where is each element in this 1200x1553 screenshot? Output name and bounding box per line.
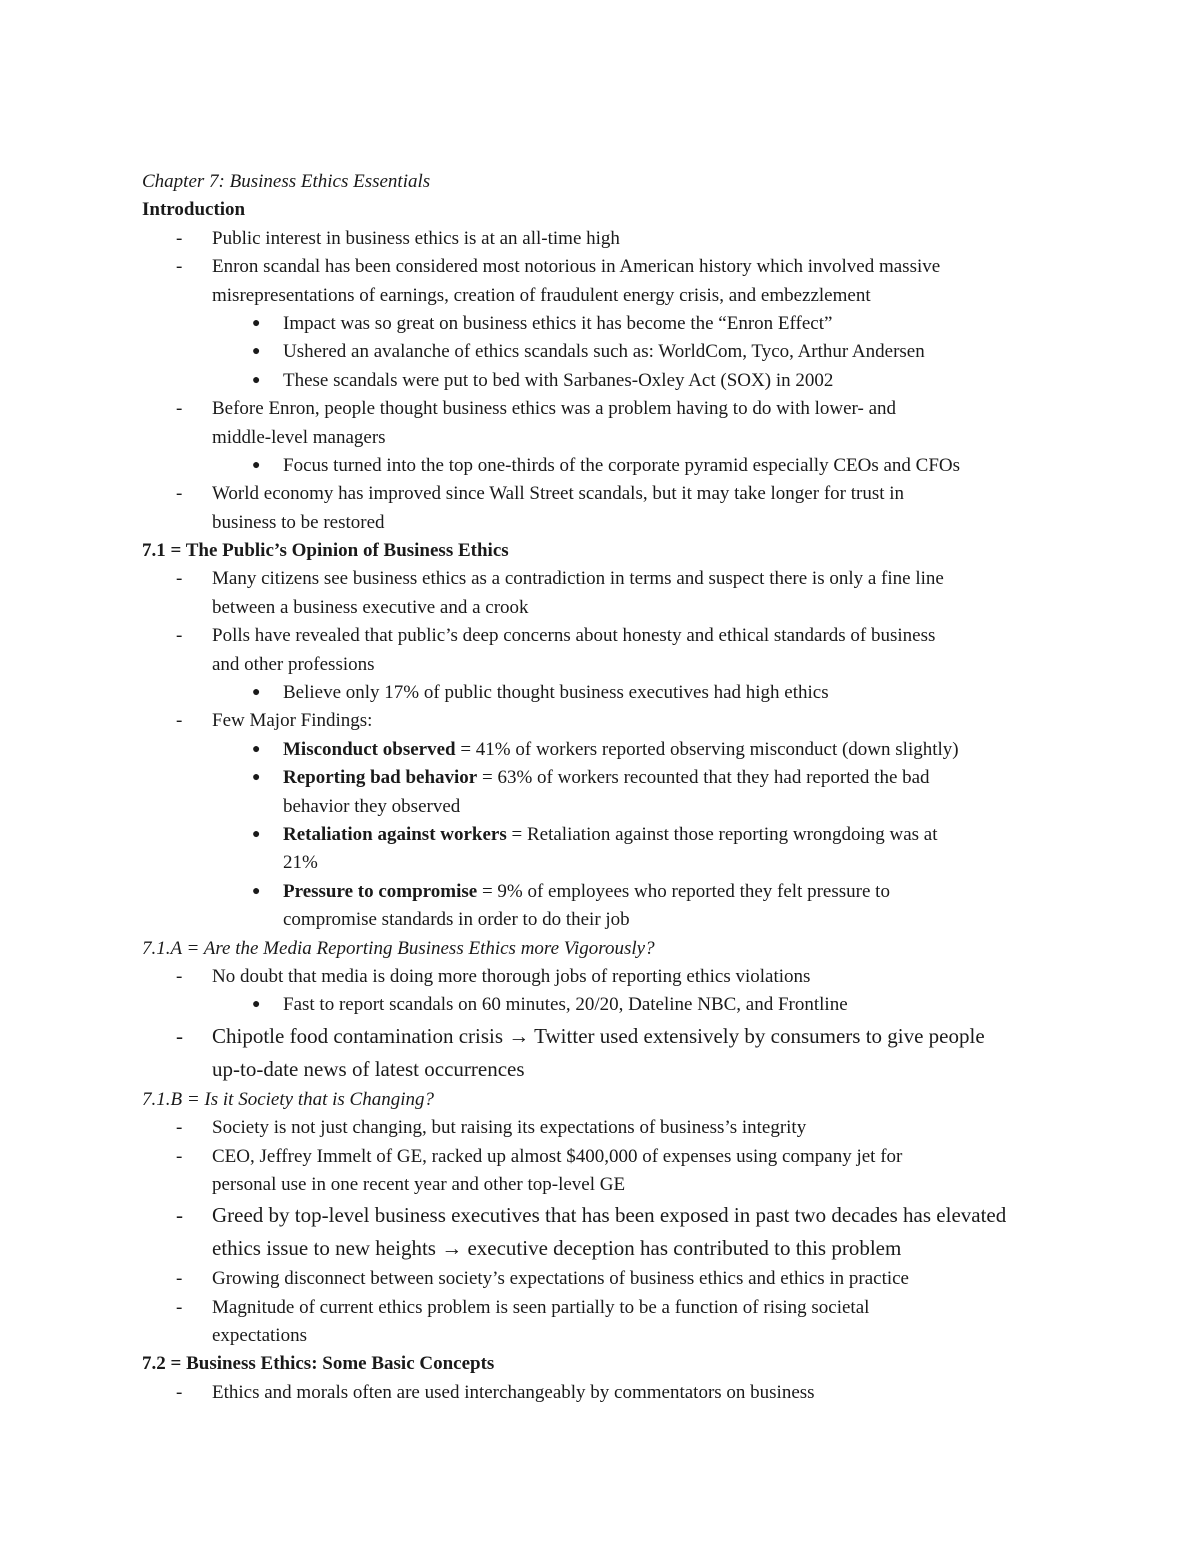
list-item-text: Before Enron, people thought business ethics was a problem having to do with lower- and: [212, 398, 896, 420]
dash-list-item: [142, 1114, 1072, 1142]
note-lines: [142, 196, 1072, 1407]
list-item-text: expectations: [212, 1325, 307, 1347]
list-item-text: and other professions: [212, 653, 375, 675]
term-description: = 9% of employees who reported they felt pressure to: [477, 880, 890, 902]
list-item-continuation: [142, 1171, 1072, 1199]
dash-list-item: [142, 963, 1072, 991]
list-item-text: Public interest in business ethics is at an all-time high: [212, 227, 620, 249]
list-item-text: Few Major Findings:: [212, 710, 373, 732]
bullet-icon: ●: [252, 457, 261, 473]
list-item-continuation: [142, 1232, 1072, 1265]
dash-list-item: [142, 480, 1072, 508]
dash-list-item: [142, 1143, 1072, 1171]
dash-marker: -: [176, 398, 183, 420]
dash-list-item: [142, 622, 1072, 650]
bullet-list-item: [142, 679, 1072, 707]
list-item-text: Polls have revealed that public’s deep concerns about honesty and ethical standards of business: [212, 625, 936, 647]
list-item-continuation: [142, 1053, 1072, 1086]
bullet-list-item: [142, 338, 1072, 366]
term-description: = Retaliation against those reporting wrongdoing was at: [506, 823, 938, 845]
bold-term: Misconduct observed: [283, 738, 456, 760]
list-item-text: behavior they observed: [283, 795, 461, 817]
bullet-icon: ●: [252, 770, 261, 786]
list-item-continuation: [142, 509, 1072, 537]
list-item-continuation: [142, 594, 1072, 622]
list-item-text: Ethics and morals often are used interchangeably by commentators on business: [212, 1381, 815, 1403]
bullet-list-item: [142, 821, 1072, 849]
list-item-text: [283, 878, 890, 906]
dash-marker: -: [176, 1117, 183, 1139]
bullet-list-item: [142, 310, 1072, 338]
dash-marker: -: [176, 1268, 183, 1290]
list-item-continuation: [142, 651, 1072, 679]
bullet-icon: ●: [252, 344, 261, 360]
list-item-continuation: [142, 849, 1072, 877]
dash-marker: -: [176, 625, 183, 647]
dash-list-item: [142, 565, 1072, 593]
list-item-text: Greed by top-level business executives that has been exposed in past two decades has elevated: [212, 1203, 1007, 1228]
bullet-icon: ●: [252, 826, 261, 842]
dash-marker: -: [176, 965, 183, 987]
list-item-text: between a business executive and a crook: [212, 596, 529, 618]
term-description: = 41% of workers reported observing misconduct (down slightly): [455, 738, 959, 760]
dash-list-item: [142, 225, 1072, 253]
list-item-text: Many citizens see business ethics as a contradiction in terms and suspect there is only a fine line: [212, 568, 944, 590]
list-item-text: These scandals were put to bed with Sarbanes-Oxley Act (SOX) in 2002: [283, 369, 834, 391]
list-item-text: CEO, Jeffrey Immelt of GE, racked up almost $400,000 of expenses using company jet for: [212, 1145, 903, 1167]
list-item-text: [283, 736, 959, 764]
list-item-text: Enron scandal has been considered most notorious in American history which involved massive: [212, 256, 941, 278]
list-item-text: Focus turned into the top one-thirds of the corporate pyramid especially CEOs and CFOs: [283, 454, 961, 476]
list-item-text: ethics issue to new heights → executive deception has contributed to this problem: [212, 1236, 902, 1261]
bullet-list-item: [142, 991, 1072, 1019]
list-item-text: No doubt that media is doing more thorough jobs of reporting ethics violations: [212, 965, 811, 987]
dash-list-item: [142, 1265, 1072, 1293]
list-item-text: personal use in one recent year and other top-level GE: [212, 1173, 626, 1195]
list-item-text: Growing disconnect between society’s expectations of business ethics and ethics in practice: [212, 1268, 909, 1290]
list-item-text: [283, 821, 938, 849]
list-item-text: Magnitude of current ethics problem is seen partially to be a function of rising societal: [212, 1296, 870, 1318]
list-item-text: Impact was so great on business ethics it has become the “Enron Effect”: [283, 312, 833, 334]
dash-marker: -: [176, 483, 183, 505]
list-item-text: business to be restored: [212, 511, 385, 533]
dash-list-item: [142, 1294, 1072, 1322]
dash-marker: -: [176, 1381, 183, 1403]
dash-marker: -: [176, 1296, 183, 1318]
chapter-title: Chapter 7: Business Ethics Essentials: [142, 171, 431, 192]
list-item-text: Believe only 17% of public thought business executives had high ethics: [283, 682, 829, 704]
dash-list-item: [142, 1199, 1072, 1232]
list-item-text: Ushered an avalanche of ethics scandals such as: WorldCom, Tyco, Arthur Andersen: [283, 341, 925, 363]
section-heading: 7.2 = Business Ethics: Some Basic Concepts: [142, 1353, 495, 1375]
list-item-text: compromise standards in order to do their job: [283, 909, 630, 931]
list-item-text: World economy has improved since Wall Street scandals, but it may take longer for trust in: [212, 483, 905, 505]
list-item-continuation: [142, 793, 1072, 821]
dash-marker: -: [176, 1145, 183, 1167]
bullet-list-item: [142, 736, 1072, 764]
dash-marker: -: [176, 227, 183, 249]
list-item-continuation: [142, 424, 1072, 452]
dash-marker: -: [176, 1023, 183, 1048]
section-heading: Introduction: [142, 199, 246, 221]
bullet-list-item: [142, 764, 1072, 792]
bullet-icon: ●: [252, 997, 261, 1013]
list-item-continuation: [142, 1322, 1072, 1350]
bullet-icon: ●: [252, 741, 261, 757]
list-item-text: misrepresentations of earnings, creation of fraudulent energy crisis, and embezzlement: [212, 284, 871, 306]
dash-list-item: [142, 253, 1072, 281]
list-item-text: 21%: [283, 852, 318, 874]
bullet-list-item: [142, 452, 1072, 480]
section-heading: 7.1 = The Public’s Opinion of Business Ethics: [142, 540, 509, 562]
list-item-continuation: [142, 282, 1072, 310]
list-item-text: middle-level managers: [212, 426, 386, 448]
dash-list-item: [142, 1379, 1072, 1407]
list-item-text: Society is not just changing, but raising its expectations of business’s integrity: [212, 1117, 807, 1139]
subsection-heading: 7.1.A = Are the Media Reporting Business Ethics more Vigorously?: [142, 937, 655, 959]
subsection-heading: 7.1.B = Is it Society that is Changing?: [142, 1088, 434, 1110]
bullet-icon: ●: [252, 372, 261, 388]
term-description: = 63% of workers recounted that they had reported the bad: [477, 767, 930, 789]
bold-term: Reporting bad behavior: [283, 767, 478, 789]
list-item-text: up-to-date news of latest occurrences: [212, 1056, 525, 1081]
bullet-icon: ●: [252, 883, 261, 899]
dash-list-item: [142, 707, 1072, 735]
list-item-text: Chipotle food contamination crisis → Twitter used extensively by consumers to give people: [212, 1023, 985, 1048]
dash-marker: -: [176, 1203, 183, 1228]
dash-marker: -: [176, 256, 183, 278]
dash-marker: -: [176, 568, 183, 590]
bullet-list-item: [142, 367, 1072, 395]
bullet-icon: ●: [252, 685, 261, 701]
dash-list-item: [142, 395, 1072, 423]
bold-term: Retaliation against workers: [283, 823, 507, 845]
dash-marker: -: [176, 710, 183, 732]
list-item-continuation: [142, 906, 1072, 934]
list-item-text: Fast to report scandals on 60 minutes, 20/20, Dateline NBC, and Frontline: [283, 994, 848, 1016]
document-body: [142, 168, 1072, 1407]
bullet-list-item: [142, 878, 1072, 906]
dash-list-item: [142, 1020, 1072, 1053]
list-item-text: [283, 764, 930, 792]
bold-term: Pressure to compromise: [283, 880, 478, 902]
bullet-icon: ●: [252, 315, 261, 331]
